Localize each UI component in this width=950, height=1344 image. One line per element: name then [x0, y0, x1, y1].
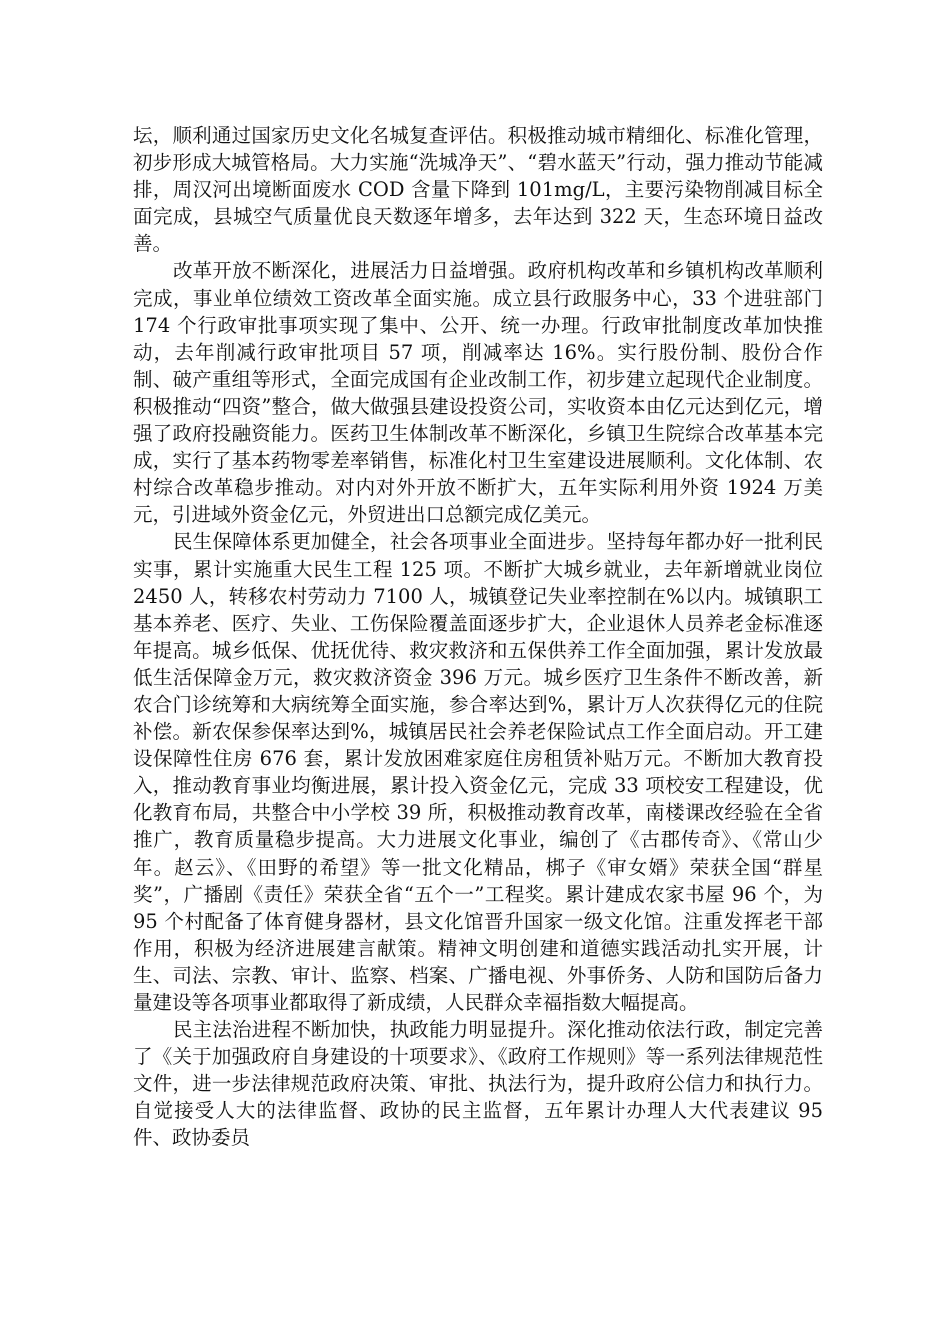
paragraph-livelihood: 民生保障体系更加健全，社会各项事业全面进步。坚持每年都办好一批利民实事，累计实施重大民生工程 125 项。不断扩大城乡就业，去年新增就业岗位 2450 人，转移农村劳动力 7100 人，城镇登记失业率控制在%以内。城镇职工基本养老、医疗、失业、工伤保险覆盖面逐步扩大，企业退休人员养老金标准逐年提高。城乡低保、优抚优待、救灾救济和五保供养工作全面加强，累计发放最低生活保障金万元，救灾救济资金 396 万元。城乡医疗卫生条件不断改善，新农合门诊统筹和大病统筹全面实施，参合率达到%，累计万人次获得亿元的住院补偿。新农保参保率达到%，城镇居民社会养老保险试点工作全面启动。开工建设保障性住房 676 套，累计发放困难家庭住房租赁补贴万元。不断加大教育投入，推动教育事业均衡进展，累计投入资金亿元，完成 33 项校安工程建设，优化教育布局，共整合中小学校 39 所，积极推动教育改革，南楼课改经验在全省推广，教育质量稳步提高。大力进展文化事业，编创了《古郡传奇》、《常山少年。赵云》、《田野的希望》等一批文化精品，梆子《审女婿》荣获全国“群星奖”，广播剧《责任》荣获全省“五个一”工程奖。累计建成农家书屋 96 个，为 95 个村配备了体育健身器材，县文化馆晋升国家一级文化馆。注重发挥老干部作用，积极为经济进展建言献策。精神文明创建和道德实践活动扎实开展，计生、司法、宗教、审计、监察、档案、广播电视、外事侨务、人防和国防后备力量建设等各项事业都取得了新成绩，人民群众幸福指数大幅提高。	[133, 530, 823, 1014]
paragraph-reform-opening: 改革开放不断深化，进展活力日益增强。政府机构改革和乡镇机构改革顺利完成，事业单位绩效工资改革全面实施。成立县行政服务中心，33 个进驻部门 174 个行政审批事项实现了集中、公开、统一办理。行政审批制度改革加快推动，去年削减行政审批项目 57 项，削减率达 16%。实行股份制、股份合作制、破产重组等形式，全面完成国有企业改制工作，初步建立起现代企业制度。积极推动“四资”整合，做大做强县建设投资公司，实收资本由亿元达到亿元，增强了政府投融资能力。医药卫生体制改革不断深化，乡镇卫生院综合改革基本完成，实行了基本药物零差率销售，标准化村卫生室建设进展顺利。文化体制、农村综合改革稳步推动。对内对外开放不断扩大，五年实际利用外资 1924 万美元，引进域外资金亿元，外贸进出口总额完成亿美元。	[133, 259, 823, 527]
paragraph-continuation: 坛，顺利通过国家历史文化名城复查评估。积极推动城市精细化、标准化管理，初步形成大城管格局。大力实施“洗城净天”、“碧水蓝天”行动，强力推动节能减排，周汉河出境断面废水 COD 含量下降到 101mg/L，主要污染物削减目标全面完成，县城空气质量优良天数逐年增多，去年达到 322 天，生态环境日益改善。	[133, 124, 823, 256]
document-body	[133, 122, 823, 1152]
paragraph-rule-of-law: 民主法治进程不断加快，执政能力明显提升。深化推动依法行政，制定完善了《关于加强政府自身建设的十项要求》、《政府工作规则》等一系列法律规范性文件，进一步法律规范政府决策、审批、执法行为，提升政府公信力和执行力。自觉接受人大的法律监督、政协的民主监督，五年累计办理人大代表建议 95 件、政协委员	[133, 1018, 823, 1150]
